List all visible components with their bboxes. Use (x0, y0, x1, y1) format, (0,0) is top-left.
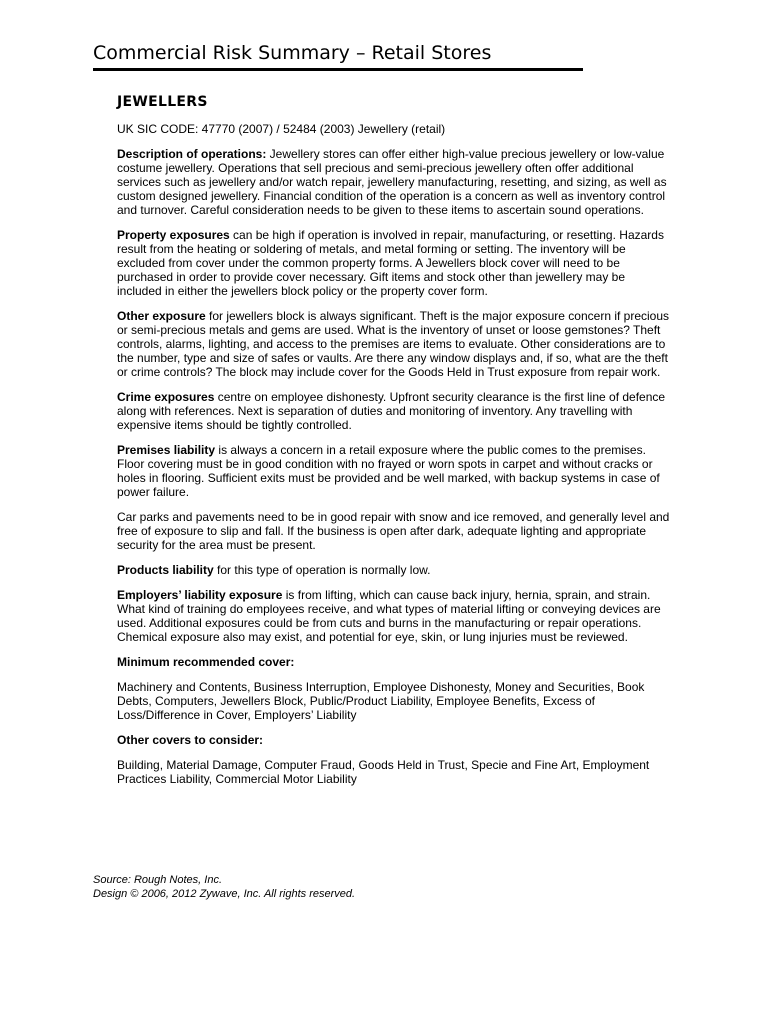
paragraph-text: Jewellery stores can offer either high-value precious jewellery or low-value costume jewellery. Operations that sell precious and semi-precious jewellery often offer additional services such as jewellery and/or watch repair, jewellery manufacturing, resetting, and sizing, as well as custom designed jewellery. Financial condition of the operation is a concern as well as inventory control and turnover. Careful consideration needs to be given to these items to ascertain sound operations. (117, 147, 667, 217)
paragraph-text: for this type of operation is normally low. (213, 563, 431, 577)
paragraph-text: centre on employee dishonesty. Upfront security clearance is the first line of defence along with references. Next is separation of duties and monitoring of inventory. Any travelling with expensive items should be tightly controlled. (117, 390, 666, 432)
paragraph-label: Minimum recommended cover: (117, 655, 295, 669)
paragraph-text: Building, Material Damage, Computer Fraud, Goods Held in Trust, Specie and Fine Art, Employment Practices Liability, Commercial Motor Liability (117, 758, 650, 786)
paragraph-property-exposures (117, 228, 673, 298)
paragraph-car-parks (117, 510, 673, 552)
paragraph-crime-exposures (117, 390, 673, 432)
page-header (93, 40, 583, 71)
paragraph-description-of-operations (117, 147, 673, 217)
paragraph-label: Description of operations: (117, 147, 267, 161)
paragraph-label: Premises liability (117, 443, 216, 457)
heading-minimum-recommended-cover (117, 655, 673, 669)
paragraph-label: Employers’ liability exposure (117, 588, 283, 602)
paragraph-label: Products liability (117, 563, 214, 577)
header-rule (93, 68, 583, 71)
footer-source: Source: Rough Notes, Inc. (93, 874, 223, 886)
paragraph-text: Car parks and pavements need to be in good repair with snow and ice removed, and generally level and free of exposure to slip and fall. If the business is open after dark, adequate lighting and appropriate security for the area must be present. (117, 510, 670, 552)
paragraph-label: Other exposure (117, 309, 206, 323)
page-footer (93, 873, 355, 901)
paragraph-text: is from lifting, which can cause back injury, hernia, sprain, and strain. What kind of training do employees receive, and what types of material lifting or conveying devices are used. Additional exposures could be from cuts and burns in the manufacturing or repair operations. Chemical exposure also may exist, and potential for eye, skin, or lung injuries must be reviewed. (117, 588, 661, 644)
footer-copyright: Design © 2006, 2012 Zywave, Inc. All rights reserved. (93, 888, 356, 900)
paragraph-text: is always a concern in a retail exposure where the public comes to the premises. Floor covering must be in good condition with no frayed or worn spots in carpet and without cracks or holes in flooring. Sufficient exits must be provided and be well marked, with backup systems in case of power failure. (117, 443, 660, 499)
paragraph-label: Crime exposures (117, 390, 215, 404)
paragraph-minimum-cover-list (117, 680, 673, 722)
document-body (117, 93, 673, 797)
heading-other-covers (117, 733, 673, 747)
paragraph-label: Property exposures (117, 228, 230, 242)
paragraph-products-liability (117, 563, 673, 577)
paragraph-text: can be high if operation is involved in repair, manufacturing, or resetting. Hazards result from the heating or soldering of metals, and metal forming or setting. The inventory will be excluded from cover under the common property forms. A Jewellers block cover will need to be purchased in order to provide cover necessary. Gift items and stock other than jewellery may be included in either the jewellers block policy or the property cover form. (117, 228, 664, 298)
section-title: JEWELLERS (117, 94, 208, 110)
paragraph-text: for jewellers block is always significant. Theft is the major exposure concern if precious or semi-precious metals and gems are used. What is the inventory of unset or loose gemstones? Theft controls, alarms, lighting, and access to the premises are items to evaluate. Other considerations are to the number, type and size of safes or vaults. Are there any window displays and, if so, what are the theft or crime controls? The block may include cover for the Goods Held in Trust exposure from repair work. (117, 309, 670, 379)
paragraph-other-exposure (117, 309, 673, 379)
paragraph-employers-liability (117, 588, 673, 644)
paragraph-premises-liability (117, 443, 673, 499)
paragraph-other-covers-list (117, 758, 673, 786)
page-title: Commercial Risk Summary – Retail Stores (93, 42, 492, 64)
paragraph-label: Other covers to consider: (117, 733, 264, 747)
paragraph-text: Machinery and Contents, Business Interruption, Employee Dishonesty, Money and Securities, Book Debts, Computers, Jewellers Block, Public/Product Liability, Employee Benefits, Excess of Loss/Difference in Cover, Employers’ Liability (117, 680, 645, 722)
sic-code: UK SIC CODE: 47770 (2007) / 52484 (2003) Jewellery (retail) (117, 122, 446, 136)
